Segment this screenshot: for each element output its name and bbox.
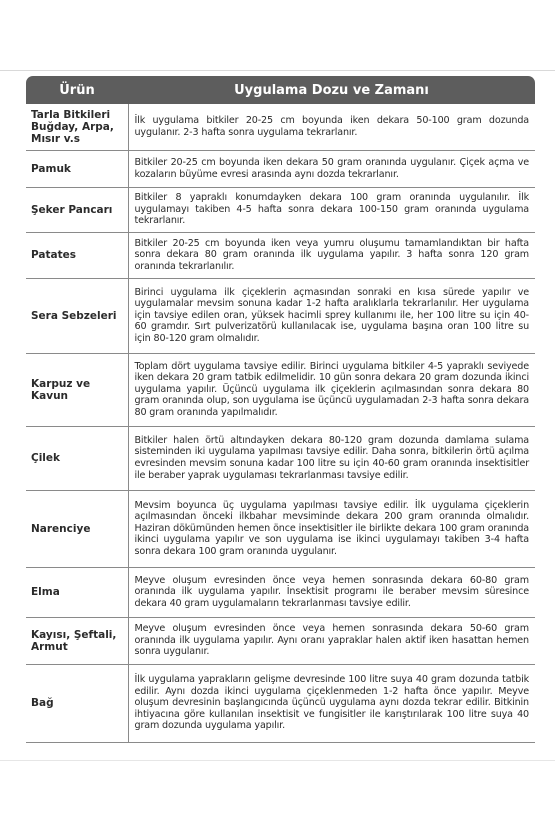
- dose-text-cell: İlk uygulama yaprakların gelişme devresinde 100 litre suya 40 gram dozunda tatbik edilir. Aynı dozda ikinci uygulama çiçeklenmeden 1-2 hafta önce yapılır. Meyve oluşum devresinin başlangıcında üçüncü uygulama aynı dozda tekrar edilir. Bitkinin ihtiyacına göre kullanılan insektisit ve fungisitler ile karıştırılarak 100 litre suya 40 gram dozunda uygulama yapılır.: [128, 664, 535, 742]
- dose-text-cell: Toplam dört uygulama tavsiye edilir. Birinci uygulama bitkiler 4-5 yapraklı seviyede iken dekara 20 gram tatbik edilmelidir. 10 gün sonra dekara 20 gram dozunda ikinci uygulama yapılır. Üçüncü uygulama ilk çiçeklerin açılmasından sonra dekara 80 gram oranında olup, son uygulama ise üçüncü uygulamadan 2-3 hafta sonra dekara 80 gram oranında yapılmalıdır.: [128, 353, 535, 426]
- product-cell: Patates: [26, 232, 128, 278]
- product-cell: Elma: [26, 567, 128, 617]
- product-cell: Tarla Bitkileri Buğday, Arpa, Mısır v.s: [26, 104, 128, 150]
- dose-text-cell: Bitkiler 20-25 cm boyunda iken dekara 50 gram oranında uygulanır. Çiçek açma ve kozaların büyüme evresi arasında aynı dozda tekrarlanır.: [128, 150, 535, 187]
- header-dose: Uygulama Dozu ve Zamanı: [128, 76, 535, 104]
- product-cell: Bağ: [26, 664, 128, 742]
- table-row: [26, 490, 535, 567]
- dose-text-cell: Birinci uygulama ilk çiçeklerin açmasından sonraki en kısa sürede yapılır ve uygulamalar mevsim sonuna kadar 1-2 hafta aralıklarla tekrarlanılır. Her uygulama için tavsiye edilen oran, yüksek hacimli sprey kullanımı ile, her 100 litre su için 40-60 gramdır. Sırt pulverizatörü kullanılacak ise, uygulama başına oran 100 litre su için 80-120 gram olmalıdır.: [128, 278, 535, 353]
- table-row: [26, 150, 535, 187]
- table-row: [26, 187, 535, 232]
- product-cell: Pamuk: [26, 150, 128, 187]
- top-divider: [0, 70, 555, 71]
- dose-text-cell: Mevsim boyunca üç uygulama yapılması tavsiye edilir. İlk uygulama çiçeklerin açılmasından önceki ilkbahar mevsiminde dekara 200 gram oranında olmalıdır. Haziran dökümünden hemen önce insektisitler ile birlikte dekara 100 gram oranında ikinci uygulama yapılır ve son uygulama ise ikinci uygulamayı takiben 3-4 hafta sonra dekara 100 gram oranında uygulanır.: [128, 490, 535, 567]
- product-cell: Kayısı, Şeftali, Armut: [26, 617, 128, 664]
- product-cell: Narenciye: [26, 490, 128, 567]
- product-cell: Sera Sebzeleri: [26, 278, 128, 353]
- table-row: [26, 353, 535, 426]
- product-cell: Çilek: [26, 426, 128, 490]
- dose-text-cell: Meyve oluşum evresinden önce veya hemen sonrasında dekara 50-60 gram oranında ilk uygulama yapılır. Aynı oranı yapraklar halen aktif iken hasattan hemen sonra uygulanır.: [128, 617, 535, 664]
- table-row: [26, 278, 535, 353]
- table-row: [26, 426, 535, 490]
- bottom-divider: [0, 760, 555, 761]
- product-cell: Şeker Pancarı: [26, 187, 128, 232]
- dose-text-cell: Bitkiler 20-25 cm boyunda iken veya yumru oluşumu tamamlandıktan bir hafta sonra dekara 80 gram oranında ilk uygulama yapılır. 3 hafta sonra 120 gram oranında tekrarlanılır.: [128, 232, 535, 278]
- dose-text-cell: Bitkiler 8 yapraklı konumdayken dekara 100 gram oranında uygulanılır. İlk uygulamayı takiben 4-5 hafta sonra dekara 100-150 gram oranında uygulama tekrarlanır.: [128, 187, 535, 232]
- header-product: Ürün: [26, 76, 128, 104]
- table-row: [26, 567, 535, 617]
- product-cell: Karpuz ve Kavun: [26, 353, 128, 426]
- table-row: [26, 104, 535, 150]
- table-row: [26, 664, 535, 742]
- table-row: [26, 617, 535, 664]
- dose-table: [26, 76, 535, 743]
- dose-text-cell: Meyve oluşum evresinden önce veya hemen sonrasında dekara 60-80 gram oranında ilk uygulama yapılır. İnsektisit programı ile beraber mevsim süresince dekara 40 gram uygulamaların tekrarlanması tavsiye edilir.: [128, 567, 535, 617]
- table-row: [26, 232, 535, 278]
- dose-text-cell: İlk uygulama bitkiler 20-25 cm boyunda iken dekara 50-100 gram dozunda uygulanır. 2-3 hafta sonra uygulama tekrarlanır.: [128, 104, 535, 150]
- table-header-row: [26, 76, 535, 104]
- dose-text-cell: Bitkiler halen örtü altındayken dekara 80-120 gram dozunda damlama sulama sisteminden iki uygulama yapılması tavsiye edilir. Daha sonra, bitkilerin örtü açılma evresinden mevsim sonuna kadar 100 litre su için 40-60 gram oranında insektisitler ile beraber yaprak uygulaması tekrarlanması tavsiye edilir.: [128, 426, 535, 490]
